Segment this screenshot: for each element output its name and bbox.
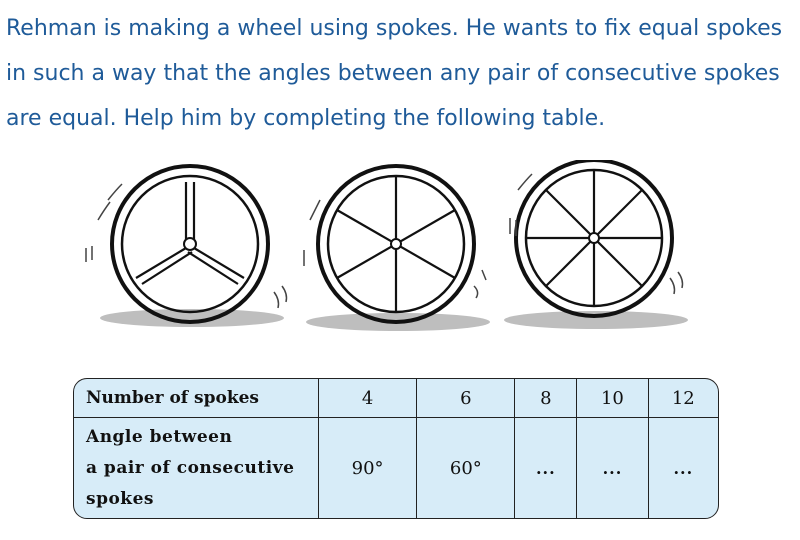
angle-row-header [74,418,319,519]
angle-cell-blank: ... [648,418,718,519]
spokes-row [74,379,718,418]
wheel-six-spokes [304,166,490,331]
wheels-illustration [78,160,718,340]
spokes-cell: 8 [515,379,577,418]
spokes-cell: 4 [319,379,417,418]
wheel-three-spokes [86,166,287,327]
spokes-cell: 12 [648,379,718,418]
spokes-cell: 6 [417,379,515,418]
spokes-cell: 10 [577,379,648,418]
angle-row-header-line: a pair of consecutive [86,457,295,478]
problem-line-2: in such a way that the angles between any pair of consecutive spokes [6,61,780,86]
problem-line-3: are equal. Help him by completing the following table. [6,106,606,131]
angle-row-header-line: Angle between [86,426,233,447]
angle-cell: 90° [319,418,417,519]
spokes-angle-table [73,378,719,519]
wheel-eight-spokes [504,160,688,329]
angle-row-header-line: spokes [86,488,154,509]
problem-line-1: Rehman is making a wheel using spokes. He wants to fix equal spokes [6,16,783,41]
problem-text [6,6,800,141]
angle-cell: 60° [417,418,515,519]
angle-cell-blank: ... [515,418,577,519]
spokes-row-header: Number of spokes [74,379,319,418]
angle-row [74,418,718,519]
angle-cell-blank: ... [577,418,648,519]
